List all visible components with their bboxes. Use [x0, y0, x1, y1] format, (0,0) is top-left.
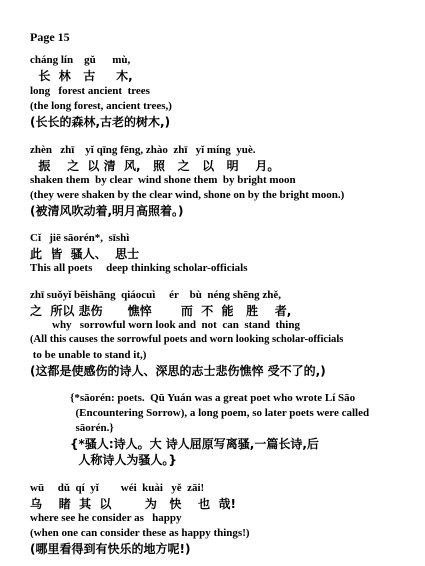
pinyin-line: wū dǔ qí yǐ wéi kuài yě zāi! — [30, 482, 205, 494]
translation-line: (they were shaken by the clear wind, shone on by the bright moon.) — [30, 189, 345, 201]
cn-translation-line: (长长的森林,古老的树木,) — [30, 115, 171, 129]
hanzi-line: 振 之 以 清 风, 照 之 以 明 月。 — [30, 159, 280, 173]
hanzi-line: 此 皆 骚人、 思士 — [30, 247, 140, 261]
translation-line: (when one can consider these as happy things!) — [30, 527, 250, 539]
hanzi-line: 乌 睹 其 以 为 快 也 哉! — [30, 497, 236, 511]
hanzi-line: 长 林 古 木, — [30, 69, 133, 83]
gloss-line: long forest ancient trees — [30, 85, 150, 97]
gloss-line: This all poets deep thinking scholar-officials — [30, 262, 248, 274]
note-line: sāorén.} — [70, 422, 114, 434]
cn-translation-line: (这都是使感伤的诗人、深思的志士悲伤憔悴 受不了的,) — [30, 364, 326, 378]
pinyin-line: zhèn zhī yǐ qīng fēng, zhào zhī yǐ míng yuè. — [30, 144, 256, 156]
page-title: Page 15 — [30, 30, 70, 44]
translation-line: (All this causes the sorrowful poets and worn looking scholar-officials — [30, 334, 344, 345]
gloss-line: where see he consider as happy — [30, 512, 182, 524]
gloss-line: why sorrowful worn look and not can stand thing — [30, 319, 300, 331]
note-line: (Encountering Sorrow), a long poem, so later poets were called — [70, 407, 370, 419]
gloss-line: shaken them by clear wind shone them by bright moon — [30, 174, 296, 186]
pinyin-line: zhī suǒyǐ bēishāng qiáocuì ér bù néng shēng zhě, — [30, 289, 282, 301]
note-cn-line: 人称诗人为骚人。} — [70, 453, 177, 467]
pinyin-line: cháng lín gǔ mù, — [30, 54, 131, 66]
hanzi-line: 之 所以 悲伤 憔悴 而 不 能 胜 者, — [30, 304, 292, 318]
cn-translation-line: (被清风吹动着,明月高照着。) — [30, 204, 184, 218]
cn-translation-line: (哪里看得到有快乐的地方呢!) — [30, 542, 191, 556]
note-line: {*sāorén: poets. Qū Yuán was a great poet who wrote Lí Sāo — [70, 392, 356, 404]
translation-line: to be unable to stand it,) — [30, 349, 147, 361]
pinyin-line: Cǐ jiē sāorén*, sīshì — [30, 232, 130, 244]
note-cn-line: {*骚人:诗人。大 诗人屈原写离骚,一篇长诗,后 — [70, 437, 319, 451]
translation-line: (the long forest, ancient trees,) — [30, 100, 172, 112]
